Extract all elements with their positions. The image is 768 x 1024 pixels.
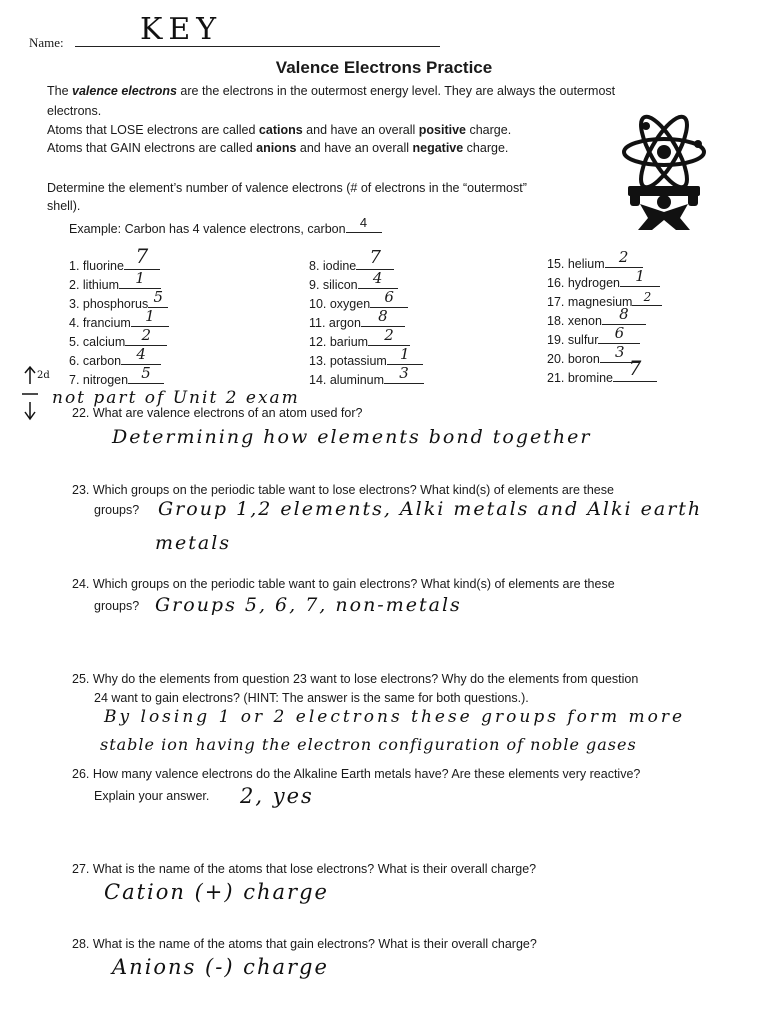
element-item: 3. phosphorus 5 bbox=[69, 293, 169, 312]
element-item: 2. lithium 1 bbox=[69, 274, 169, 293]
elements-column-3 bbox=[547, 248, 662, 386]
answer-23: Group 1,2 elements, Alki metals and Alki earth bbox=[158, 498, 703, 520]
answer-25: By losing 1 or 2 electrons these groups form more bbox=[104, 707, 686, 727]
element-answer: 2 bbox=[643, 290, 652, 304]
element-answer: 5 bbox=[141, 364, 151, 382]
intro-line-4: Atoms that GAIN electrons are called anions and have an overall negative charge. bbox=[47, 141, 509, 155]
margin-bracket-label: 2d bbox=[37, 370, 50, 381]
element-item: 10. oxygen 6 bbox=[309, 293, 424, 312]
element-item: 5. calcium 2 bbox=[69, 331, 169, 350]
answer-25-cont: stable ion having the electron configuration of noble gases bbox=[100, 735, 637, 754]
element-answer: 8 bbox=[378, 307, 388, 325]
element-answer: 6 bbox=[614, 324, 625, 342]
example-answer: 4 bbox=[359, 215, 368, 230]
name-line bbox=[75, 46, 440, 47]
answer-22: Determining how elements bond together bbox=[112, 426, 592, 448]
intro-line-3: Atoms that LOSE electrons are called cations and have an overall positive charge. bbox=[47, 123, 512, 137]
question-25: 25. Why do the elements from question 23 want to lose electrons? Why do the elements from question bbox=[72, 672, 639, 686]
element-item: 7. nitrogen 5 bbox=[69, 369, 169, 388]
element-item: 6. carbon 4 bbox=[69, 350, 169, 369]
element-item: 20. boron 3 bbox=[547, 348, 662, 367]
question-24: 24. Which groups on the periodic table want to gain electrons? What kind(s) of elements are these bbox=[72, 577, 615, 591]
element-answer: 2 bbox=[141, 326, 152, 344]
element-item: 4. francium 1 bbox=[69, 312, 169, 331]
element-answer: 2 bbox=[384, 326, 394, 344]
question-26: 26. How many valence electrons do the Alkaline Earth metals have? Are these elements very reactive? bbox=[72, 767, 641, 781]
element-answer: 7 bbox=[369, 247, 381, 268]
element-item: 11. argon 8 bbox=[309, 312, 424, 331]
question-22: 22. What are valence electrons of an atom used for? bbox=[72, 406, 363, 420]
element-answer: 7 bbox=[135, 244, 149, 268]
element-item: 15. helium 2 bbox=[547, 253, 662, 272]
element-answer: 2 bbox=[618, 248, 629, 266]
page-title: Valence Electrons Practice bbox=[275, 58, 493, 77]
elements-column-1 bbox=[69, 244, 169, 388]
element-item: 18. xenon 8 bbox=[547, 310, 662, 329]
element-item: 14. aluminum 3 bbox=[309, 369, 424, 388]
element-item: 19. sulfur 6 bbox=[547, 329, 662, 348]
element-answer: 1 bbox=[145, 307, 155, 325]
intro-line-2: electrons. bbox=[47, 104, 102, 118]
answer-28: Anions (-) charge bbox=[112, 955, 329, 979]
margin-note: not part of Unit 2 exam bbox=[52, 388, 300, 408]
element-item: 17. magnesium 2 bbox=[547, 291, 662, 310]
element-answer: 3 bbox=[615, 343, 625, 361]
element-item: 21. bromine 7 bbox=[547, 367, 662, 386]
question-27: 27. What is the name of the atoms that lose electrons? What is their overall charge? bbox=[72, 862, 537, 876]
answer-26: 2, yes bbox=[240, 784, 314, 808]
example-line: Example: Carbon has 4 valence electrons, carbon 4 bbox=[69, 217, 382, 238]
element-item: 16. hydrogen 1 bbox=[547, 272, 662, 291]
element-answer: 1 bbox=[635, 267, 645, 285]
atom-strongman-icon bbox=[618, 112, 710, 232]
question-26-cont: Explain your answer. bbox=[94, 789, 210, 803]
answer-23-cont: metals bbox=[155, 532, 232, 554]
element-answer: 4 bbox=[136, 345, 146, 363]
element-answer: 1 bbox=[135, 269, 145, 287]
question-28: 28. What is the name of the atoms that gain electrons? What is their overall charge? bbox=[72, 937, 537, 951]
element-item: 8. iodine 7 bbox=[309, 255, 424, 274]
question-23: 23. Which groups on the periodic table want to lose electrons? What kind(s) of elements are these bbox=[72, 483, 614, 497]
element-item: 1. fluorine 7 bbox=[69, 255, 169, 274]
question-25-cont: 24 want to gain electrons? (HINT: The answer is the same for both questions.). bbox=[94, 691, 529, 705]
element-answer: 3 bbox=[399, 364, 409, 382]
name-value: KEY bbox=[140, 12, 223, 47]
instructions-line-2: shell). bbox=[47, 199, 81, 213]
element-answer: 5 bbox=[153, 288, 163, 306]
answer-27: Cation (+) charge bbox=[104, 880, 329, 904]
element-item: 13. potassium 1 bbox=[309, 350, 424, 369]
element-item: 9. silicon 4 bbox=[309, 274, 424, 293]
intro-line-1: The valence electrons are the electrons in the outermost energy level. They are always the outermost bbox=[47, 84, 616, 98]
element-answer: 6 bbox=[384, 288, 394, 306]
element-item: 12. barium 2 bbox=[309, 331, 424, 350]
answer-24: Groups 5, 6, 7, non-metals bbox=[155, 594, 462, 616]
element-answer: 4 bbox=[372, 269, 383, 287]
elements-column-2 bbox=[309, 247, 424, 388]
element-answer: 7 bbox=[628, 356, 642, 380]
name-label: Name: bbox=[29, 35, 64, 50]
instructions-line-1: Determine the element’s number of valence electrons (# of electrons in the “outermost” bbox=[47, 181, 527, 195]
element-answer: 1 bbox=[400, 345, 410, 363]
element-answer: 8 bbox=[619, 305, 629, 323]
question-23-cont: groups? bbox=[94, 503, 140, 517]
question-24-cont: groups? bbox=[94, 599, 140, 613]
